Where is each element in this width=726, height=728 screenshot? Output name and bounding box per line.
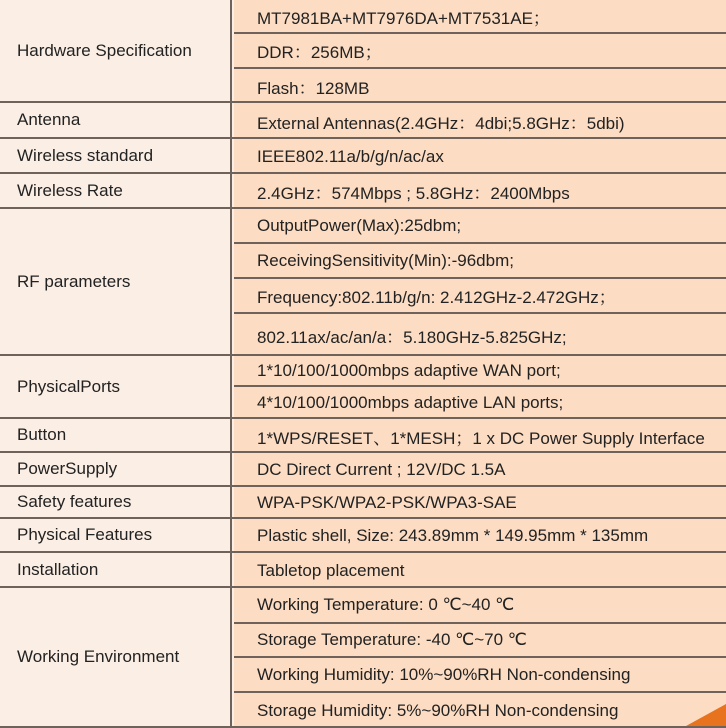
spec-value: Frequency:802.11b/g/n: 2.412GHz-2.472GHz； bbox=[234, 279, 726, 314]
spec-label: Antenna bbox=[0, 103, 232, 137]
spec-value: External Antennas(2.4GHz：4dbi;5.8GHz：5dbi) bbox=[257, 113, 625, 133]
spec-value: DC Direct Current ; 12V/DC 1.5A bbox=[257, 460, 506, 479]
spec-value: DDR：256MB； bbox=[234, 34, 726, 69]
spec-row bbox=[0, 419, 726, 453]
spec-value: Tabletop placement bbox=[257, 560, 405, 580]
spec-row bbox=[0, 139, 726, 174]
spec-values bbox=[234, 553, 726, 586]
spec-row bbox=[0, 553, 726, 588]
spec-value: Flash：128MB bbox=[257, 78, 370, 98]
spec-value: Plastic shell, Size: 243.89mm * 149.95mm * 135mm bbox=[257, 526, 649, 545]
spec-values bbox=[234, 103, 726, 137]
spec-values bbox=[234, 0, 726, 101]
spec-value: IEEE802.11a/b/g/n/ac/ax bbox=[257, 146, 444, 166]
spec-values bbox=[234, 453, 726, 485]
decorative-corner bbox=[686, 704, 726, 726]
spec-values bbox=[234, 174, 726, 207]
spec-label: Button bbox=[0, 419, 232, 451]
spec-value: OutputPower(Max):25dbm; bbox=[234, 209, 726, 244]
spec-value: ReceivingSensitivity(Min):-96dbm; bbox=[234, 244, 726, 279]
spec-label: Wireless standard bbox=[0, 139, 232, 172]
spec-row bbox=[0, 519, 726, 553]
spec-row bbox=[0, 103, 726, 139]
spec-value: Storage Humidity: 5%~90%RH Non-condensing bbox=[257, 700, 619, 720]
spec-value: Working Temperature: 0 ℃~40 ℃ bbox=[234, 588, 726, 624]
spec-label: Hardware Specification bbox=[0, 0, 232, 101]
spec-value: 4*10/100/1000mbps adaptive LAN ports; bbox=[257, 393, 564, 412]
spec-values bbox=[234, 356, 726, 417]
spec-row bbox=[0, 453, 726, 487]
spec-value: 1*WPS/RESET、1*MESH；1 x DC Power Supply Interface bbox=[257, 428, 705, 448]
spec-value: 802.11ax/ac/an/a：5.180GHz-5.825GHz; bbox=[257, 327, 567, 347]
spec-value: Working Humidity: 10%~90%RH Non-condensing bbox=[234, 658, 726, 693]
spec-values bbox=[234, 209, 726, 354]
spec-value: 1*10/100/1000mbps adaptive WAN port; bbox=[234, 356, 726, 387]
spec-values bbox=[234, 419, 726, 451]
spec-label: Wireless Rate bbox=[0, 174, 232, 207]
spec-values bbox=[234, 139, 726, 172]
spec-value: 2.4GHz：574Mbps ; 5.8GHz：2400Mbps bbox=[257, 184, 570, 203]
spec-row bbox=[0, 356, 726, 419]
spec-label: Working Environment bbox=[0, 588, 232, 726]
spec-row bbox=[0, 487, 726, 519]
spec-row bbox=[0, 174, 726, 209]
spec-label: PhysicalPorts bbox=[0, 356, 232, 417]
spec-values bbox=[234, 588, 726, 726]
spec-label: PowerSupply bbox=[0, 453, 232, 485]
spec-row bbox=[0, 588, 726, 728]
spec-label: RF parameters bbox=[0, 209, 232, 354]
spec-values bbox=[234, 519, 726, 551]
spec-values bbox=[234, 487, 726, 517]
spec-value: Storage Temperature: -40 ℃~70 ℃ bbox=[234, 624, 726, 658]
spec-label: Safety features bbox=[0, 487, 232, 517]
spec-value: MT7981BA+MT7976DA+MT7531AE； bbox=[234, 0, 726, 34]
spec-row bbox=[0, 209, 726, 356]
spec-value: WPA-PSK/WPA2-PSK/WPA3-SAE bbox=[257, 493, 517, 512]
spec-label: Installation bbox=[0, 553, 232, 586]
spec-label: Physical Features bbox=[0, 519, 232, 551]
spec-row bbox=[0, 0, 726, 103]
